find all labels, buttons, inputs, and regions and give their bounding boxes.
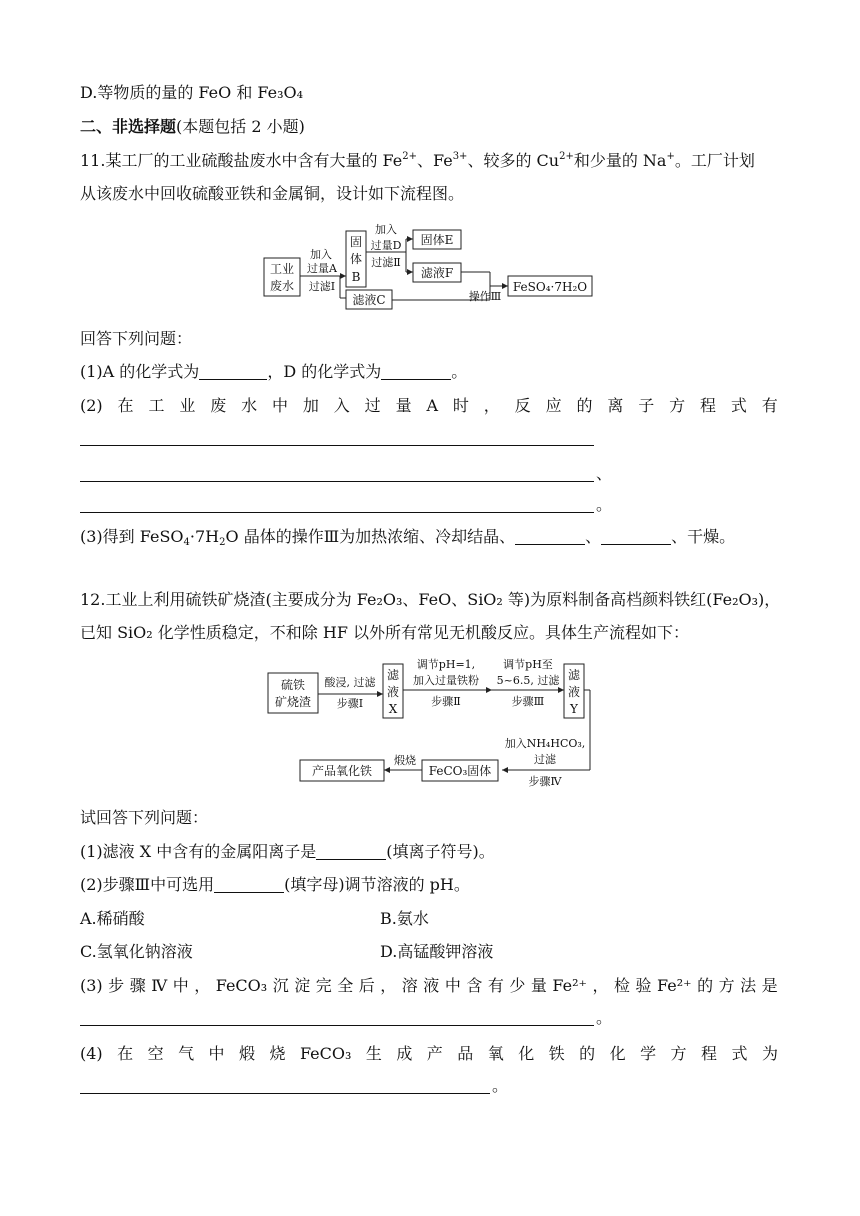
q12-answer-blank-2[interactable] (214, 876, 284, 893)
q11-p1-text: 。 (451, 362, 468, 381)
q11-p2-word: 应 (545, 396, 562, 415)
q11-stem-line2: 从该废水中回收硫酸亚铁和金属铜，设计如下流程图。 (80, 184, 465, 203)
q12-answer-blank-1[interactable] (316, 843, 386, 860)
section-note: (本题包括 2 小题) (176, 117, 305, 136)
q11-p2-word: 入 (333, 396, 350, 415)
q12-p3-word: 中 (444, 976, 461, 995)
q12-step4-top1: 加入NH₄HCO₃, (504, 737, 586, 750)
q12-p4-word: 成 (396, 1044, 413, 1063)
q11-start-l1: 工业 (269, 262, 295, 276)
q12-step1-top: 酸浸, 过滤 (324, 676, 376, 689)
q11-p1-text: ，D 的化学式为 (267, 362, 382, 381)
q11-p2-word: 有 (761, 396, 778, 415)
q12-p4-word: 中 (208, 1044, 225, 1063)
q11-p2-word: 式 (730, 396, 747, 415)
q12-p3-word: 全 (337, 976, 354, 995)
q12-start-l2: 矿烧渣 (274, 695, 312, 709)
q12-filtrate-x-l2: 液 (386, 685, 400, 699)
q12-answer-line-4[interactable] (80, 1093, 490, 1094)
q12-step4-bot: 步骤Ⅳ (528, 775, 562, 788)
q11-p2-word: 过 (364, 396, 381, 415)
q11-end-mark: 。 (596, 495, 613, 514)
q12-p2-text: (2)步骤Ⅲ中可选用 (80, 875, 215, 894)
q12-p4-word: 氧 (487, 1044, 504, 1063)
q11-p2-word: 水 (241, 396, 258, 415)
q12-p3-word: 的 (697, 976, 714, 995)
q12-p3-word: Fe²⁺ (552, 976, 587, 995)
q11-sup: 2+ (402, 151, 417, 162)
q11-p2-word: 反 (514, 396, 531, 415)
q12-p3-word: 骤 (129, 976, 146, 995)
q11-op3-label: 操作Ⅲ (468, 290, 502, 303)
q12-p3-word: 少 (509, 976, 526, 995)
q11-solid-b-l2: 体 (349, 252, 363, 266)
q12-calcine-label: 煅烧 (394, 754, 416, 767)
q12-filtrate-x-l1: 滤 (386, 668, 400, 682)
q12-p4-word: 化 (609, 1044, 626, 1063)
q12-p4-word: 的 (579, 1044, 596, 1063)
q11-step2-mid: 过量D (370, 239, 402, 252)
q12-step2-bot: 步骤Ⅱ (431, 695, 461, 708)
q12-p1-text: (填离子符号)。 (386, 842, 495, 861)
q12-p3-word: ， (194, 976, 211, 995)
q12-p2-text: (填字母)调节溶液的 pH。 (284, 875, 470, 894)
q11-stem-part: 。工厂计划 (674, 151, 755, 170)
q12-p3-word: 后 (358, 976, 375, 995)
q12-p3-word: 有 (487, 976, 504, 995)
q12-p3-word: ， (380, 976, 397, 995)
q11-p2-word: 废 (210, 396, 227, 415)
q11-p2-word: 时 (452, 396, 469, 415)
q12-step2-top1: 调节pH=1, (416, 658, 476, 671)
q12-p3-word: FeCO₃ (215, 976, 268, 995)
q12-filtrate-y-l2: 液 (567, 685, 581, 699)
q12-option-c[interactable]: C.氢氧化钠溶液 (80, 942, 193, 961)
q11-sup: 2+ (559, 151, 574, 162)
q12-p3-word: 淀 (294, 976, 311, 995)
q12-filtrate-x-l3: X (388, 702, 398, 716)
q12-option-d[interactable]: D.高锰酸钾溶液 (380, 942, 494, 961)
q12-p3-word: 检 (613, 976, 630, 995)
q12-step1-bot: 步骤Ⅰ (336, 697, 364, 710)
q12-p4-word: 化 (518, 1044, 535, 1063)
option-d-text: D.等物质的量的 FeO 和 Fe₃O₄ (80, 83, 304, 102)
q12-step3-top1: 调节pH至 (503, 658, 553, 671)
q11-p3-text: 、 (585, 527, 602, 546)
q11-p2-word: 子 (638, 396, 655, 415)
q12-p4-word: 生 (365, 1044, 382, 1063)
q12-p4-end: 。 (492, 1076, 509, 1095)
q11-p3-sub: 2 (219, 537, 226, 548)
q11-p2-word: 的 (576, 396, 593, 415)
q11-p3-sub: 4 (183, 537, 190, 548)
q12-p3-word: 步 (108, 976, 125, 995)
q11-p3-text: 、干燥。 (671, 527, 736, 546)
q11-p2-word: 业 (179, 396, 196, 415)
q12-p4-word: 程 (701, 1044, 718, 1063)
q11-p2-word: 工 (148, 396, 165, 415)
q12-p1-text: (1)滤液 X 中含有的金属阳离子是 (80, 842, 317, 861)
q12-step3-bot: 步骤Ⅲ (511, 695, 545, 708)
q12-p3-word: 是 (761, 976, 778, 995)
q12-p4-word: 品 (457, 1044, 474, 1063)
q12-p3-word: 中 (172, 976, 189, 995)
q11-step2-top: 加入 (375, 223, 397, 236)
q11-stem-part: 、Fe (416, 151, 453, 170)
q12-start-l1: 硫铁 (280, 678, 306, 692)
q11-stem-part: 和少量的 Na (573, 151, 667, 170)
q11-p2-word: 方 (669, 396, 686, 415)
q11-solid-e-label: 固体E (420, 233, 454, 247)
q12-p4-word: 为 (761, 1044, 778, 1063)
q11-p2-word: 中 (272, 396, 289, 415)
q12-step3-top2: 5~6.5, 过滤 (496, 674, 560, 687)
q12-p3-word: 方 (718, 976, 735, 995)
q12-answer-line-3[interactable] (80, 1025, 594, 1026)
q11-solid-b-l1: 固 (349, 235, 363, 249)
q12-p4-word: FeCO₃ (299, 1044, 352, 1063)
q11-filtrate-c-label: 滤液C (352, 293, 386, 307)
q11-p2-word: (2) (80, 396, 103, 415)
q11-stem-part: 11.某工厂的工业硫酸盐废水中含有大量的 Fe (80, 151, 403, 170)
q12-p4-word: 学 (640, 1044, 657, 1063)
q11-p2-word: 量 (395, 396, 412, 415)
q11-p2-word: ， (483, 396, 500, 415)
q12-filtrate-y-l1: 滤 (567, 668, 581, 682)
q12-step2-top2: 加入过量铁粉 (413, 674, 479, 687)
q12-option-b[interactable]: B.氨水 (380, 909, 429, 928)
q11-sup: + (666, 151, 675, 162)
q11-p2-word: A (426, 396, 439, 415)
q12-p3-word: 验 (635, 976, 652, 995)
q12-p3-end: 。 (596, 1008, 613, 1027)
q12-part3 (80, 975, 778, 997)
q11-sep-mark: 、 (596, 464, 613, 483)
q12-p3-word: 液 (423, 976, 440, 995)
q11-p2-word: 离 (607, 396, 624, 415)
q12-part1 (80, 841, 495, 863)
q11-p2-word: 程 (700, 396, 717, 415)
q11-p3-text: O 晶体的操作Ⅲ为加热浓缩、冷却结晶、 (225, 527, 516, 546)
q11-step1-mid: 过量A (307, 262, 337, 275)
q11-sup: 3+ (452, 151, 468, 162)
q12-product-label: 产品氧化铁 (311, 764, 373, 778)
q12-feco3-label: FeCO₃固体 (428, 764, 492, 778)
q11-filtrate-f-label: 滤液F (420, 266, 454, 280)
q12-p4-word: 在 (117, 1044, 134, 1063)
q12-p3-word: 含 (466, 976, 483, 995)
section-title: 二、非选择题 (80, 117, 177, 136)
q12-p4-word: 空 (147, 1044, 164, 1063)
q12-p4-word: 烧 (269, 1044, 286, 1063)
q12-p3-word: 溶 (401, 976, 418, 995)
q11-p3-text: (3)得到 FeSO (80, 527, 184, 546)
q11-step2-bot: 过滤Ⅱ (371, 256, 401, 269)
q12-p3-word: (3) (80, 976, 103, 995)
q12-p4-word: 产 (426, 1044, 443, 1063)
q11-solid-b-l3: B (351, 270, 361, 284)
q12-p3-word: 量 (530, 976, 547, 995)
q12-p4-word: 式 (731, 1044, 748, 1063)
q12-stem-line2: 已知 SiO₂ 化学性质稳定，不和除 HF 以外所有常见无机酸反应。具体生产流程如下： (80, 623, 690, 642)
q12-answer-intro: 试回答下列问题： (80, 808, 209, 827)
q11-p3-text: ·7H (189, 527, 220, 546)
q12-p4-word: 方 (670, 1044, 687, 1063)
q11-p1-text: (1)A 的化学式为 (80, 362, 200, 381)
q12-part2 (80, 874, 470, 896)
q11-answer-intro: 回答下列问题： (80, 329, 193, 348)
q12-p3-word: 完 (315, 976, 332, 995)
q12-p3-word: Fe²⁺ (657, 976, 692, 995)
q11-p2-word: 在 (117, 396, 134, 415)
q11-p2-word: 加 (302, 396, 319, 415)
q11-step1-bot: 过滤Ⅰ (308, 280, 336, 293)
q12-option-a[interactable]: A.稀硝酸 (80, 909, 145, 928)
q11-step1-top: 加入 (310, 248, 332, 261)
q11-product-label: FeSO₄·7H₂O (512, 280, 588, 294)
q12-p4-word: 煅 (239, 1044, 256, 1063)
q12-filtrate-y-l3: Y (570, 702, 578, 716)
q12-stem-line1: 12.工业上利用硫铁矿烧渣(主要成分为 Fe₂O₃、FeO、SiO₂ 等)为原料制备高档颜料铁红(Fe₂O₃)， (80, 590, 781, 609)
q12-p4-word: 气 (178, 1044, 195, 1063)
q12-p4-word: (4) (80, 1044, 103, 1063)
q12-p3-word: ， (592, 976, 609, 995)
q12-p3-word: 法 (740, 976, 757, 995)
q11-start-l2: 废水 (269, 279, 295, 293)
q12-p3-word: 沉 (272, 976, 289, 995)
q12-p4-word: 铁 (548, 1044, 565, 1063)
q12-step4-top2: 过滤 (534, 753, 556, 766)
q12-p3-word: Ⅳ (151, 976, 168, 995)
q11-stem-part: 、较多的 Cu (467, 151, 560, 170)
q12-part4 (80, 1043, 778, 1065)
